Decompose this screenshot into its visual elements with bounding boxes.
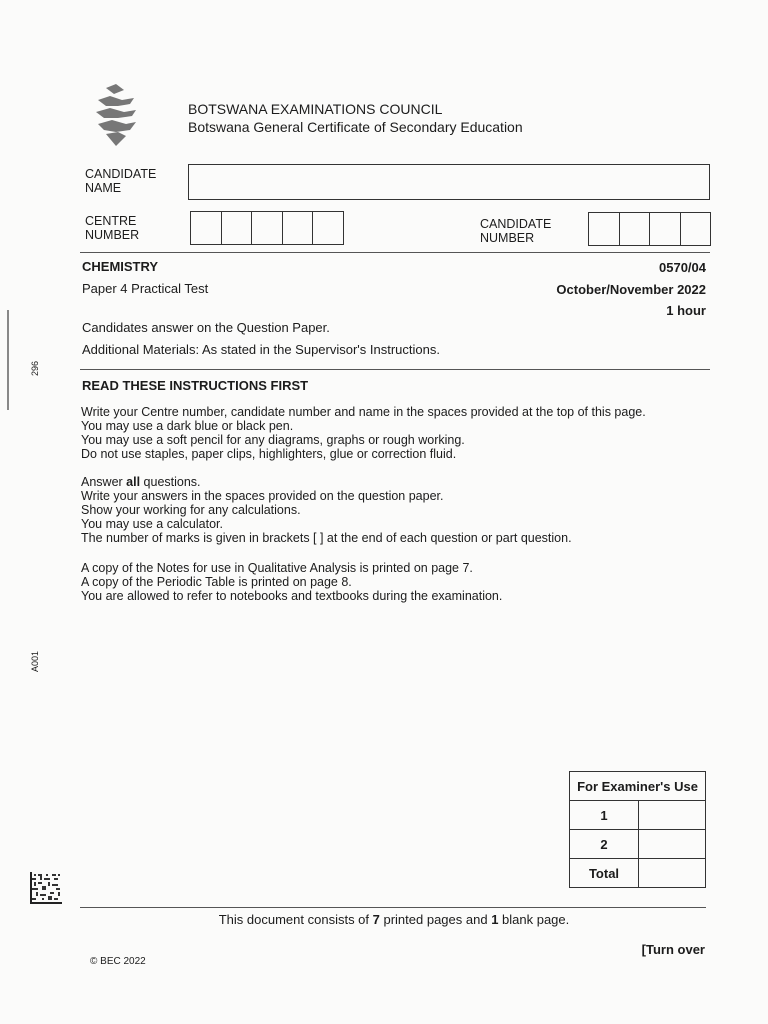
candidate-number-label: CANDIDATE NUMBER <box>480 217 552 245</box>
candidate-number-field[interactable] <box>588 212 711 246</box>
examiner-table-title: For Examiner's Use <box>570 772 706 801</box>
divider <box>80 369 710 370</box>
paper-code: 0570/04 <box>659 260 706 275</box>
footer-divider <box>80 907 706 908</box>
total-label: Total <box>570 859 639 888</box>
mark-cell[interactable] <box>639 830 706 859</box>
instruction-line: Answer all questions. <box>81 475 201 489</box>
question-number: 2 <box>570 830 639 859</box>
instruction-line: You may use a dark blue or black pen. <box>81 419 294 433</box>
candidate-name-field[interactable] <box>188 164 710 200</box>
margin-code-top: 296 <box>30 360 40 376</box>
copyright: © BEC 2022 <box>90 956 146 967</box>
exam-duration: 1 hour <box>666 303 706 318</box>
question-number: 1 <box>570 801 639 830</box>
page-count-note: This document consists of 7 printed pages and 1 blank page. <box>218 912 570 927</box>
centre-number-field[interactable] <box>190 211 344 245</box>
candidate-name-label: CANDIDATE NAME <box>85 167 157 195</box>
answer-on-paper: Candidates answer on the Question Paper. <box>82 320 330 335</box>
scan-margin-bar <box>7 310 9 410</box>
centre-number-label: CENTRE NUMBER <box>85 214 140 242</box>
total-mark-cell[interactable] <box>639 859 706 888</box>
instruction-line: You are allowed to refer to notebooks and textbooks during the examination. <box>81 589 503 603</box>
paper-title: Paper 4 Practical Test <box>82 281 209 296</box>
divider <box>80 252 710 253</box>
instruction-line: You may use a soft pencil for any diagrams, graphs or rough working. <box>81 433 465 447</box>
instruction-line: Show your working for any calculations. <box>81 503 301 517</box>
instruction-line: You may use a calculator. <box>81 517 223 531</box>
mark-cell[interactable] <box>639 801 706 830</box>
margin-code-bottom: A001 <box>30 650 40 672</box>
turn-over: [Turn over <box>641 942 705 957</box>
instruction-line: Write your answers in the spaces provided on the question paper. <box>81 489 444 503</box>
bec-logo-icon <box>88 84 140 148</box>
additional-materials: Additional Materials: As stated in the Supervisor's Instructions. <box>82 342 440 357</box>
instructions-block-1 <box>81 405 646 461</box>
instructions-block-2 <box>81 475 572 545</box>
instructions-heading: READ THESE INSTRUCTIONS FIRST <box>82 378 309 393</box>
instruction-line: Do not use staples, paper clips, highlighters, glue or correction fluid. <box>81 447 457 461</box>
certificate-name: Botswana General Certificate of Secondary Education <box>188 119 523 135</box>
instructions-block-3 <box>81 561 502 603</box>
examiner-use-table <box>569 771 706 888</box>
datamatrix-code-icon <box>30 872 62 904</box>
subject: CHEMISTRY <box>82 259 159 274</box>
exam-session: October/November 2022 <box>556 282 706 297</box>
instruction-line: The number of marks is given in brackets [ ] at the end of each question or part question. <box>81 531 572 545</box>
instruction-line: Write your Centre number, candidate number and name in the spaces provided at the top of this page. <box>81 405 646 419</box>
council-header <box>188 100 523 136</box>
instruction-line: A copy of the Periodic Table is printed on page 8. <box>81 575 352 589</box>
council-name: BOTSWANA EXAMINATIONS COUNCIL <box>188 101 443 117</box>
instruction-line: A copy of the Notes for use in Qualitative Analysis is printed on page 7. <box>81 561 473 575</box>
